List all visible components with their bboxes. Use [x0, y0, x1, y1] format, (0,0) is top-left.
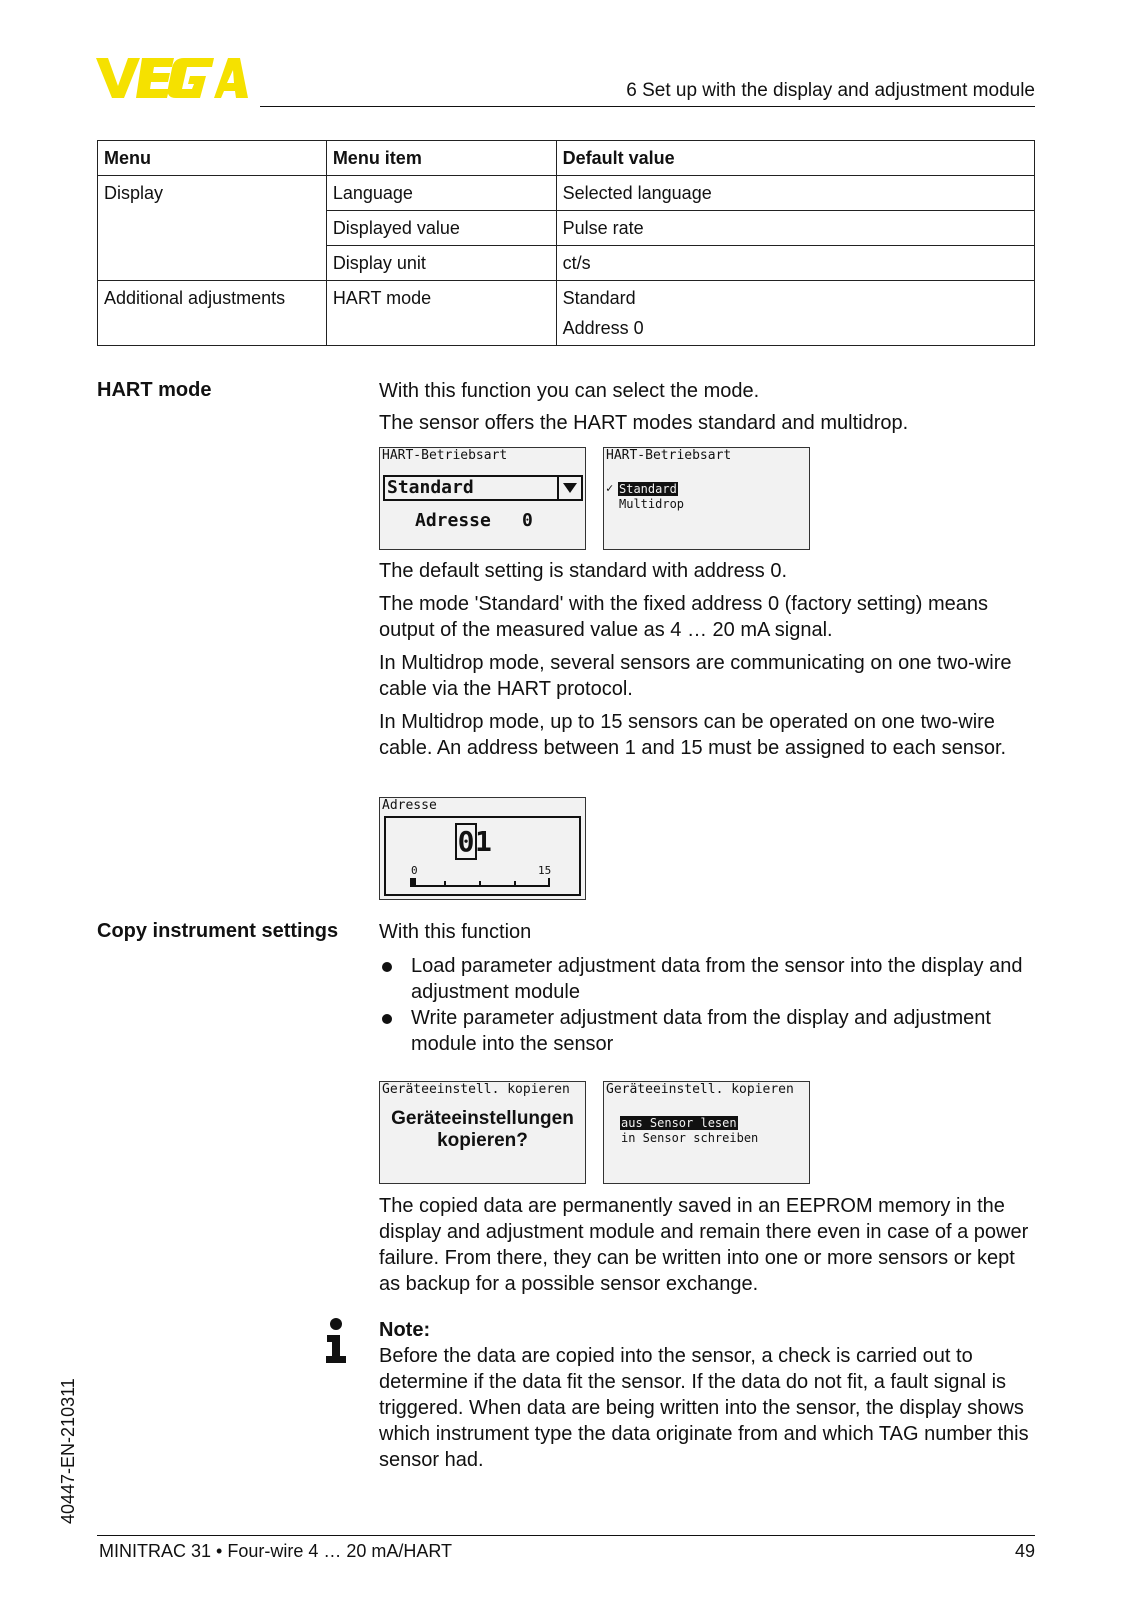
screen-title: Adresse	[382, 798, 437, 813]
list-item	[379, 953, 1039, 1005]
address-scale	[410, 876, 555, 888]
table-cell: Selected language	[556, 176, 1034, 211]
eeprom-text: The copied data are permanently saved in an EEPROM memory in the display and adjustment module and remain there even in case of a power failure. From there, they can be written into one or more sensors or kept as backup for a possible sensor exchange.	[379, 1195, 1029, 1295]
table-cell	[98, 211, 327, 246]
table-row	[98, 281, 1035, 346]
section-title: 6 Set up with the display and adjustment module	[626, 80, 1035, 101]
list-item-text: Load parameter adjustment data from the sensor into the display and adjustment module	[411, 955, 1023, 1003]
table-row	[98, 246, 1035, 281]
table-cell: ct/s	[556, 246, 1034, 281]
copy-intro: With this function	[379, 921, 532, 943]
document-code: 40447-EN-210311	[58, 1378, 78, 1524]
option-standard[interactable]: Standard	[619, 482, 677, 496]
table-cell: HART mode	[326, 281, 556, 346]
option-write-to-sensor[interactable]: in Sensor schreiben	[621, 1131, 759, 1145]
table-row	[98, 176, 1035, 211]
table-cell	[98, 246, 327, 281]
address-digit: 1	[475, 825, 492, 858]
hart-mode-select[interactable]	[383, 475, 583, 501]
table-header: Menu	[98, 141, 327, 176]
list-item	[379, 1005, 1039, 1057]
table-cell: Language	[326, 176, 556, 211]
table-row	[98, 211, 1035, 246]
bullet-icon	[382, 1014, 392, 1024]
table-cell-line: Address 0	[562, 318, 644, 338]
hart-modes-text: The sensor offers the HART modes standard and multidrop.	[379, 412, 909, 434]
table-cell-line: Standard	[562, 288, 636, 308]
info-icon	[325, 1318, 347, 1364]
screen-title: HART-Betriebsart	[606, 448, 732, 463]
table-cell: Display	[98, 176, 327, 211]
option-multidrop[interactable]: Multidrop	[619, 497, 685, 511]
bullet-icon	[382, 962, 392, 972]
multidrop-address-text: In Multidrop mode, up to 15 sensors can be operated on one two-wire cable. An address between 1 and 15 must be assigned to each sensor.	[379, 711, 1007, 759]
list-item-text: Write parameter adjustment data from the display and adjustment module into the sensor	[411, 1007, 991, 1055]
option-read-from-sensor[interactable]: aus Sensor lesen	[621, 1116, 737, 1130]
copy-screen-confirm	[379, 1081, 586, 1184]
page-number: 49	[1014, 1541, 1035, 1561]
note-text: Before the data are copied into the sensor, a check is carried out to determine if the data fit the sensor. If the data do not fit, a fault signal is triggered. When data are being written into the sensor, the display shows which instrument type the data originate from and which TAG number this sensor had.	[379, 1345, 1029, 1471]
hart-screen-options	[603, 447, 810, 550]
table-cell: Additional adjustments	[98, 281, 327, 346]
confirm-line: Geräteeinstellungen	[391, 1108, 574, 1129]
select-value: Standard	[387, 477, 474, 498]
table-header-row	[98, 141, 1035, 176]
table-cell	[556, 281, 1034, 346]
note-label: Note:	[379, 1319, 431, 1341]
copy-settings-heading: Copy instrument settings	[97, 920, 339, 942]
confirm-line: kopieren?	[437, 1130, 528, 1151]
screen-title: Geräteeinstell. kopieren	[382, 1082, 570, 1097]
copy-screen-options	[603, 1081, 810, 1184]
hart-screen-standard	[379, 447, 586, 550]
header-rule	[260, 106, 1035, 107]
defaults-table	[97, 140, 1035, 346]
vega-logo	[96, 56, 248, 100]
hart-mode-heading: HART mode	[97, 379, 212, 401]
table-cell: Display unit	[326, 246, 556, 281]
table-header: Default value	[556, 141, 1034, 176]
footer-product: MINITRAC 31 • Four-wire 4 … 20 mA/HART	[99, 1541, 453, 1561]
screen-title: HART-Betriebsart	[382, 448, 508, 463]
screen-title: Geräteeinstell. kopieren	[606, 1082, 794, 1097]
address-digit-cursor[interactable]: 0	[457, 825, 475, 858]
address-value: 0	[522, 510, 533, 531]
copy-bullets	[379, 953, 1039, 1057]
multidrop-text: In Multidrop mode, several sensors are communicating on one two-wire cable via the HART protocol.	[379, 652, 1012, 700]
table-cell: Pulse rate	[556, 211, 1034, 246]
footer-rule	[97, 1535, 1035, 1536]
checkmark-icon: ✓	[606, 481, 614, 495]
table-header: Menu item	[326, 141, 556, 176]
table-cell: Displayed value	[326, 211, 556, 246]
scale-min: 0	[411, 864, 418, 877]
address-screen	[379, 797, 586, 900]
address-label: Adresse	[415, 510, 491, 531]
scale-max: 15	[538, 864, 552, 877]
dropdown-arrow-icon[interactable]	[557, 477, 581, 499]
default-setting-text: The default setting is standard with address 0.	[379, 560, 788, 582]
standard-mode-text: The mode 'Standard' with the fixed address 0 (factory setting) means output of the measured value as 4 … 20 mA signal.	[379, 593, 989, 641]
hart-intro: With this function you can select the mode.	[379, 380, 760, 402]
copy-confirm-text	[380, 1108, 585, 1152]
address-digits[interactable]	[457, 825, 492, 858]
